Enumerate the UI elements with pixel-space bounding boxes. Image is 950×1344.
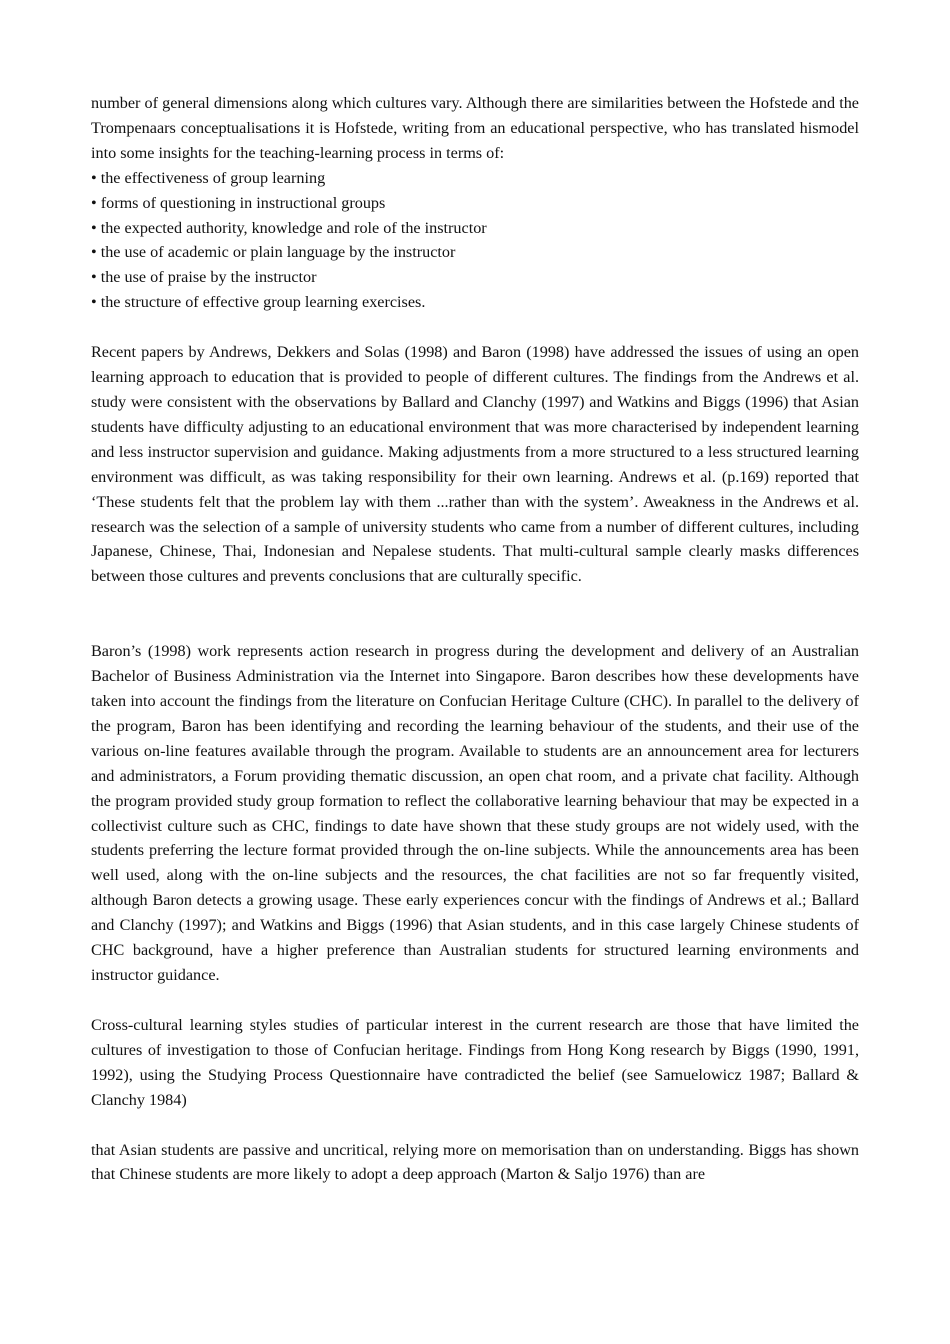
intro-paragraph: number of general dimensions along which cultures vary. Although there are similarities between the Hofstede and the Trompenaars conceptualisations it is Hofstede, writing from an educational perspective, who has translated hismodel into some insights for the teaching-learning process in terms of:	[91, 94, 859, 162]
paragraph-spacer	[91, 589, 859, 639]
list-item: • the use of academic or plain language by the instructor	[91, 243, 456, 262]
paragraph-spacer	[91, 1113, 859, 1138]
list-item: • the use of praise by the instructor	[91, 268, 317, 287]
paragraph-spacer	[91, 315, 859, 340]
baron-paragraph: Baron’s (1998) work represents action research in progress during the development and delivery of an Australian Bachelor of Business Administration via the Internet into Singapore. Baron describes how these developments have taken into account the findings from the literature on Confucian Heritage Culture (CHC). In parallel to the delivery of the program, Baron has been identifying and recording the learning behaviour of the students, and their use of the various on-line features available through the program. Available to students are an announcement area for lecturers and administrators, a Forum providing thematic discussion, an open chat room, and a private chat facility. Although the program provided study group formation to reflect the collaborative learning behaviour that may be expected in a collectivist culture such as CHC, findings to date have shown that these study groups are not widely used, with the students preferring the lecture format provided through the on-line subjects. While the announcements area has been well used, along with the on-line subjects and the resources, the chat facilities are not so far frequently visited, although Baron detects a growing usage. These early experiences concur with the findings of Andrews et al.; Ballard and Clanchy (1997); and Watkins and Biggs (1996) that Asian students, and in this case largely Chinese students of CHC background, have a higher preference than Australian students for structured learning environments and instructor guidance.	[91, 642, 859, 984]
document-page	[91, 91, 859, 1187]
list-item: • the expected authority, knowledge and role of the instructor	[91, 218, 487, 237]
list-item: • the structure of effective group learning exercises.	[91, 293, 426, 312]
biggs-paragraph: that Asian students are passive and uncritical, relying more on memorisation than on understanding. Biggs has shown that Chinese students are more likely to adopt a deep approach (Marton & Saljo 1976) than are	[91, 1140, 859, 1184]
teaching-insights-list	[91, 166, 859, 315]
list-item: • forms of questioning in instructional groups	[91, 193, 386, 212]
cross-cultural-paragraph: Cross-cultural learning styles studies of particular interest in the current research are those that have limited the cultures of investigation to those of Confucian heritage. Findings from Hong Kong research by Biggs (1990, 1991, 1992), using the Studying Process Questionnaire have contradicted the belief (see Samuelowicz 1987; Ballard & Clanchy 1984)	[91, 1015, 859, 1109]
andrews-paragraph: Recent papers by Andrews, Dekkers and Solas (1998) and Baron (1998) have addressed the issues of using an open learning approach to education that is provided to people of different cultures. The findings from the Andrews et al. study were consistent with the observations by Ballard and Clanchy (1997) and Watkins and Biggs (1996) that Asian students have difficulty adjusting to an educational environment that was more characterised by independent learning and less instructor supervision and guidance. Making adjustments from a more structured to a less structured learning environment was difficult, as was taking responsibility for their own learning. Andrews et al. (p.169) reported that ‘These students felt that the problem lay with them ...rather than with the system’. Aweakness in the Andrews et al. research was the selection of a sample of university students who came from a number of different cultures, including Japanese, Chinese, Thai, Indonesian and Nepalese students. That multi-cultural sample clearly masks differences between those cultures and prevents conclusions that are culturally specific.	[91, 343, 859, 586]
paragraph-spacer	[91, 988, 859, 1013]
list-item: • the effectiveness of group learning	[91, 168, 326, 187]
